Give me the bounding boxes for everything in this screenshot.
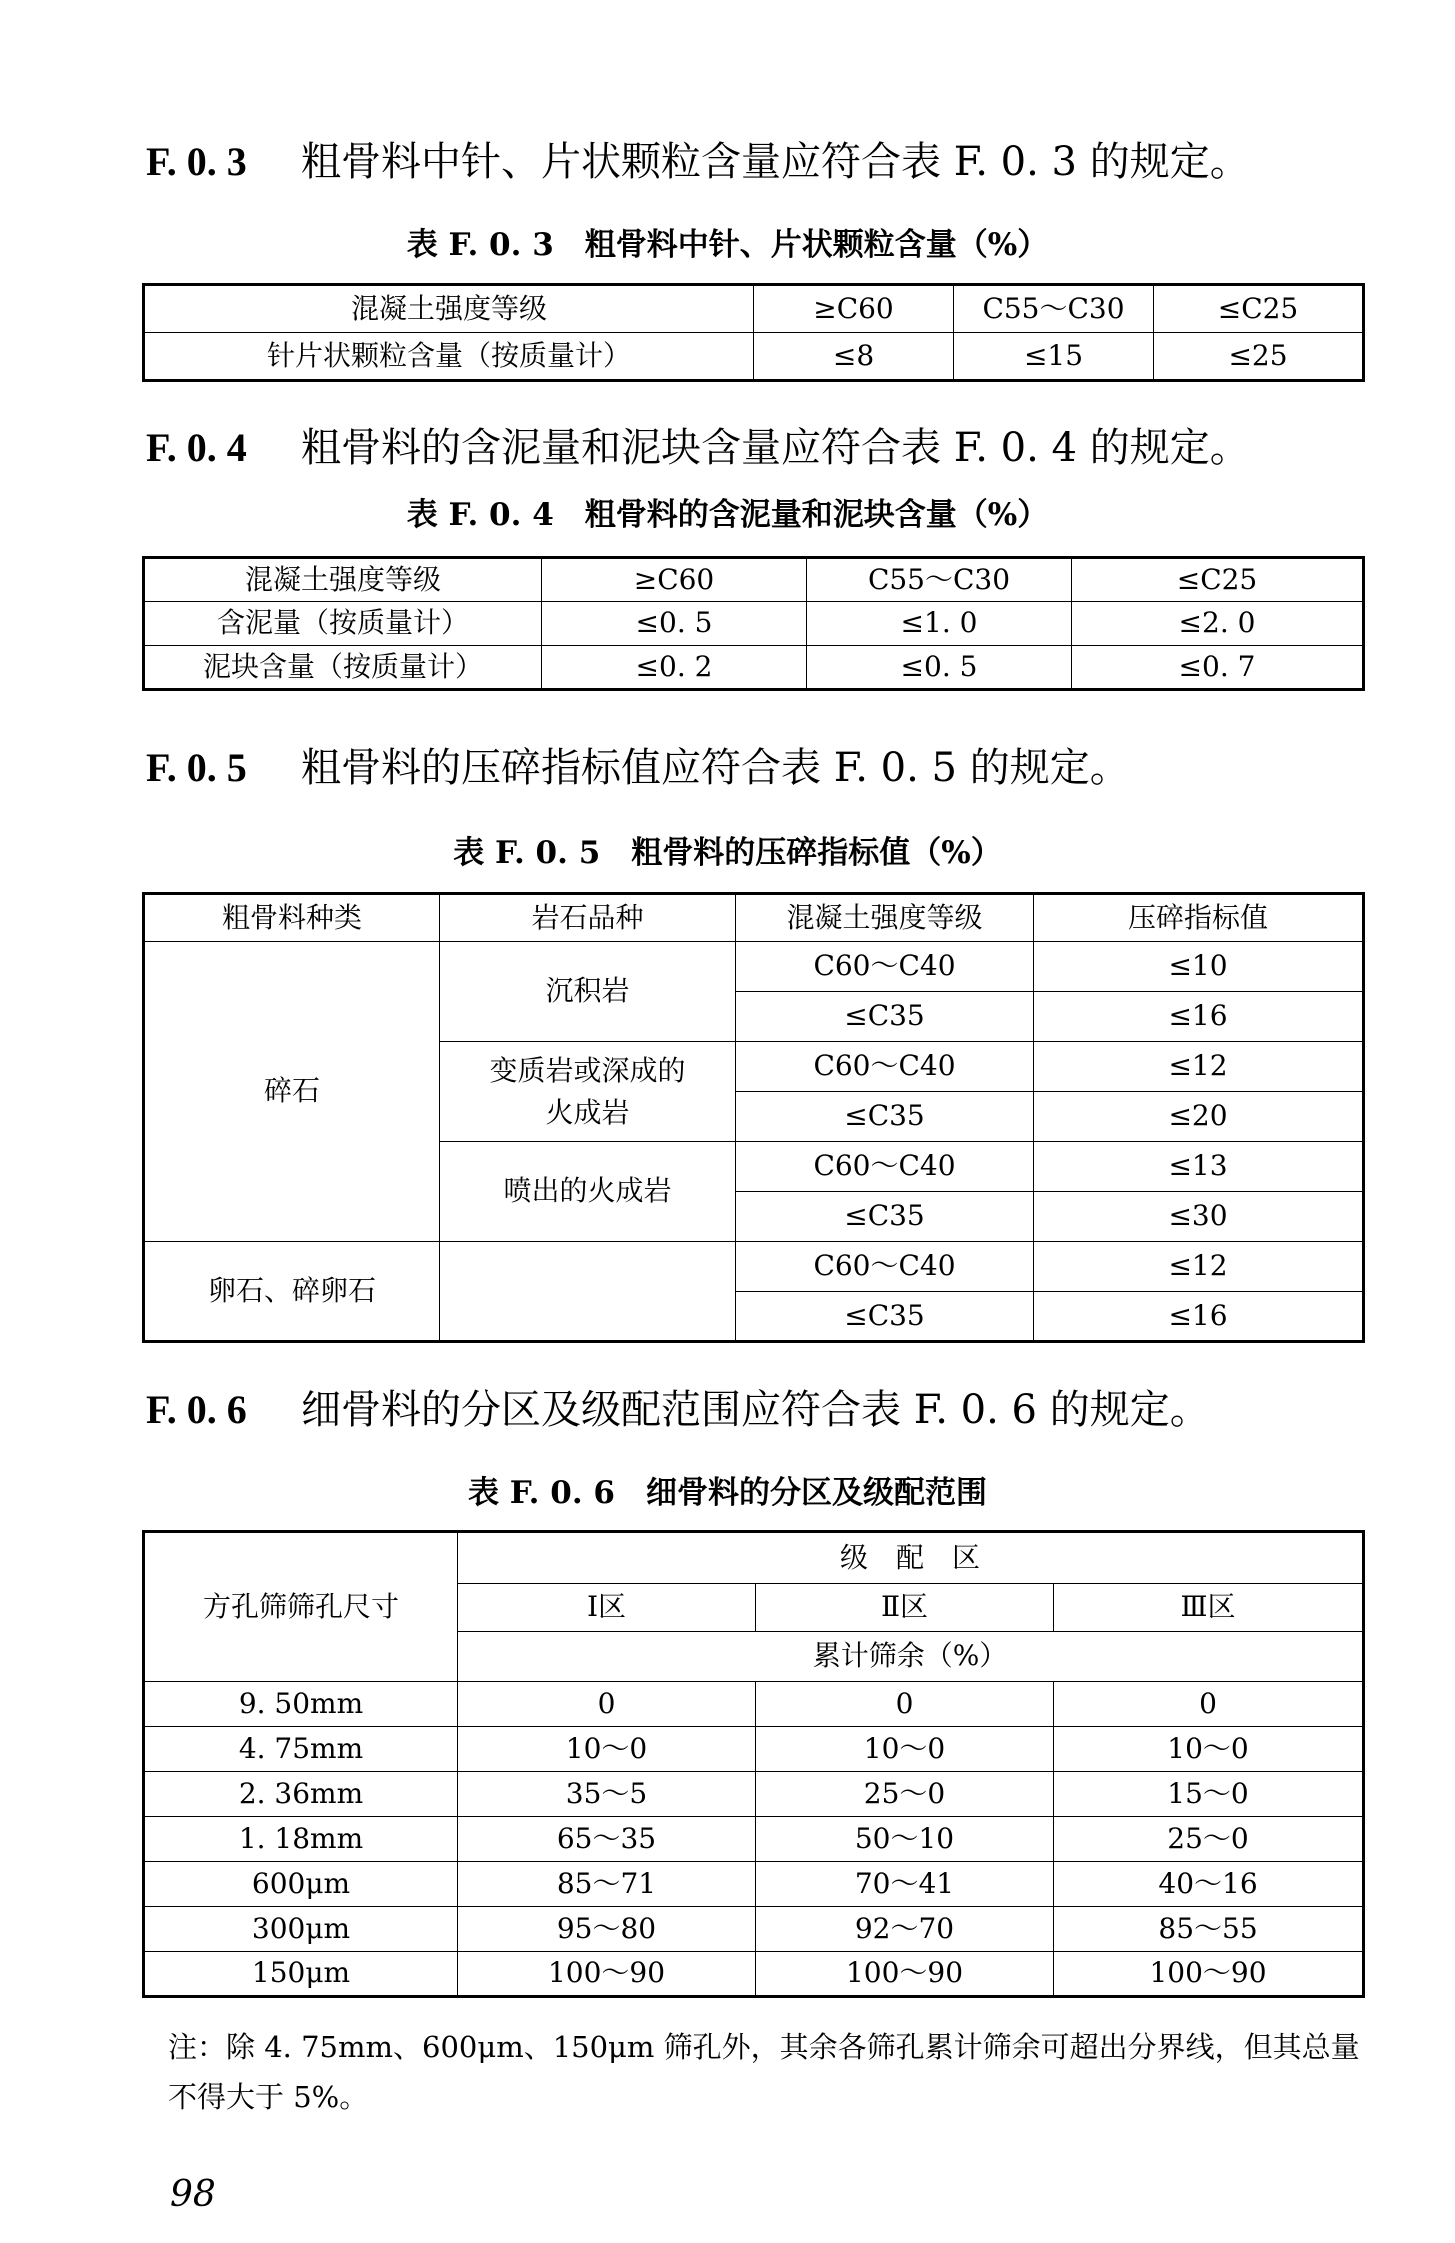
table-header-row bbox=[144, 1532, 1364, 1584]
table-cell: ≤0. 2 bbox=[542, 646, 807, 690]
table-cell: ≤12 bbox=[1034, 1042, 1364, 1092]
table-cell: ≤C35 bbox=[736, 992, 1034, 1042]
table-caption-f06: 表 F. 0. 6 细骨料的分区及级配范围 bbox=[468, 1475, 987, 1511]
table-row bbox=[144, 1907, 1364, 1952]
clause-f06 bbox=[146, 1387, 1210, 1433]
table-cell: 4. 75mm bbox=[144, 1727, 458, 1772]
zone-header: Ⅱ区 bbox=[756, 1584, 1054, 1632]
table-caption-f04: 表 F. 0. 4 粗骨料的含泥量和泥块含量（%） bbox=[406, 497, 1049, 533]
clause-number: F. 0. 6 bbox=[146, 1387, 247, 1432]
category-cell: 卵石、碎卵石 bbox=[144, 1242, 440, 1342]
table-f06 bbox=[142, 1530, 1365, 1998]
table-cell: ≤0. 5 bbox=[807, 646, 1072, 690]
clause-number: F. 0. 5 bbox=[146, 745, 247, 790]
table-row bbox=[144, 646, 1364, 690]
rock-type-cell: 变质岩或深成的火成岩 bbox=[440, 1042, 736, 1142]
page-number: 98 bbox=[170, 2174, 216, 2215]
table-cell: C60～C40 bbox=[736, 1142, 1034, 1192]
clause-text: 细骨料的分区及级配范围应符合表 F. 0. 6 的规定。 bbox=[301, 1387, 1210, 1433]
rock-type-cell: 沉积岩 bbox=[440, 942, 736, 1042]
table-note: 注：除 4. 75mm、600μm、150μm 筛孔外，其余各筛孔累计筛余可超出分界线，但其总量不得大于 5%。 bbox=[168, 2030, 1360, 2114]
table-cell: C60～C40 bbox=[736, 1042, 1034, 1092]
table-cell: C60～C40 bbox=[736, 942, 1034, 992]
table-cell: ≤0. 7 bbox=[1072, 646, 1364, 690]
table-cell: 含泥量（按质量计） bbox=[144, 602, 542, 646]
table-row bbox=[144, 942, 1364, 992]
clause-text: 粗骨料的含泥量和泥块含量应符合表 F. 0. 4 的规定。 bbox=[301, 425, 1250, 471]
table-row bbox=[144, 558, 1364, 602]
table-row bbox=[144, 1862, 1364, 1907]
table-cell: 15～0 bbox=[1054, 1772, 1364, 1817]
table-row bbox=[144, 1242, 1364, 1292]
table-cell: ≤13 bbox=[1034, 1142, 1364, 1192]
clause-f05 bbox=[146, 745, 1130, 791]
table-cell: ≤30 bbox=[1034, 1192, 1364, 1242]
table-cell: 0 bbox=[756, 1682, 1054, 1727]
table-cell: 泥块含量（按质量计） bbox=[144, 646, 542, 690]
table-cell: ≤12 bbox=[1034, 1242, 1364, 1292]
clause-number: F. 0. 3 bbox=[146, 139, 247, 184]
table-f04 bbox=[142, 556, 1365, 691]
clause-number: F. 0. 4 bbox=[146, 425, 247, 470]
table-cell: ≤C25 bbox=[1072, 558, 1364, 602]
category-cell: 碎石 bbox=[144, 942, 440, 1242]
column-header: 粗骨料种类 bbox=[144, 894, 440, 942]
table-header-row bbox=[144, 894, 1364, 942]
zone-header: Ⅰ区 bbox=[458, 1584, 756, 1632]
table-cell: ≤C25 bbox=[1154, 285, 1364, 333]
table-cell: ≥C60 bbox=[542, 558, 807, 602]
sieve-size-header: 方孔筛筛孔尺寸 bbox=[144, 1532, 458, 1682]
table-cell: 混凝土强度等级 bbox=[144, 285, 754, 333]
table-cell: C55～C30 bbox=[954, 285, 1154, 333]
grading-zone-header: 级 配 区 bbox=[458, 1532, 1364, 1584]
table-cell: 针片状颗粒含量（按质量计） bbox=[144, 333, 754, 381]
clause-f04 bbox=[146, 425, 1250, 471]
column-header: 混凝土强度等级 bbox=[736, 894, 1034, 942]
table-cell: ≤1. 0 bbox=[807, 602, 1072, 646]
table-cell: 25～0 bbox=[1054, 1817, 1364, 1862]
table-cell: 混凝土强度等级 bbox=[144, 558, 542, 602]
table-row bbox=[144, 1952, 1364, 1997]
table-row bbox=[144, 1727, 1364, 1772]
table-cell: 10～0 bbox=[1054, 1727, 1364, 1772]
column-header: 岩石品种 bbox=[440, 894, 736, 942]
table-cell: 0 bbox=[458, 1682, 756, 1727]
table-cell: 9. 50mm bbox=[144, 1682, 458, 1727]
table-f05 bbox=[142, 892, 1365, 1343]
table-cell: ≤20 bbox=[1034, 1092, 1364, 1142]
table-cell: 95～80 bbox=[458, 1907, 756, 1952]
table-cell: 100～90 bbox=[458, 1952, 756, 1997]
table-cell: 0 bbox=[1054, 1682, 1364, 1727]
table-cell: 25～0 bbox=[756, 1772, 1054, 1817]
table-cell: ≤C35 bbox=[736, 1192, 1034, 1242]
table-cell: ≤15 bbox=[954, 333, 1154, 381]
table-row bbox=[144, 1817, 1364, 1862]
table-cell: 100～90 bbox=[1054, 1952, 1364, 1997]
table-row bbox=[144, 1772, 1364, 1817]
table-cell: 300μm bbox=[144, 1907, 458, 1952]
table-cell: ≤16 bbox=[1034, 1292, 1364, 1342]
table-cell: 70～41 bbox=[756, 1862, 1054, 1907]
table-row bbox=[144, 1682, 1364, 1727]
table-caption-f05: 表 F. 0. 5 粗骨料的压碎指标值（%） bbox=[453, 835, 1002, 871]
table-cell: 10～0 bbox=[458, 1727, 756, 1772]
table-cell: ≤2. 0 bbox=[1072, 602, 1364, 646]
table-cell: 50～10 bbox=[756, 1817, 1054, 1862]
clause-text: 粗骨料的压碎指标值应符合表 F. 0. 5 的规定。 bbox=[301, 745, 1130, 791]
table-cell: 40～16 bbox=[1054, 1862, 1364, 1907]
table-cell: ≤C35 bbox=[736, 1292, 1034, 1342]
table-row bbox=[144, 285, 1364, 333]
table-cell: 85～71 bbox=[458, 1862, 756, 1907]
table-cell: ≤25 bbox=[1154, 333, 1364, 381]
table-cell: 35～5 bbox=[458, 1772, 756, 1817]
table-caption-f03: 表 F. 0. 3 粗骨料中针、片状颗粒含量（%） bbox=[406, 227, 1049, 263]
table-cell: ≤16 bbox=[1034, 992, 1364, 1042]
table-cell: C55～C30 bbox=[807, 558, 1072, 602]
rock-type-cell: 喷出的火成岩 bbox=[440, 1142, 736, 1242]
table-cell: C60～C40 bbox=[736, 1242, 1034, 1292]
table-cell: 100～90 bbox=[756, 1952, 1054, 1997]
table-cell: ≤10 bbox=[1034, 942, 1364, 992]
table-cell: ≤0. 5 bbox=[542, 602, 807, 646]
table-cell: 600μm bbox=[144, 1862, 458, 1907]
empty-cell bbox=[440, 1242, 736, 1342]
table-row bbox=[144, 602, 1364, 646]
table-cell: 2. 36mm bbox=[144, 1772, 458, 1817]
clause-text: 粗骨料中针、片状颗粒含量应符合表 F. 0. 3 的规定。 bbox=[301, 139, 1250, 185]
table-cell: 65～35 bbox=[458, 1817, 756, 1862]
table-cell: 10～0 bbox=[756, 1727, 1054, 1772]
table-cell: ≤C35 bbox=[736, 1092, 1034, 1142]
table-cell: 85～55 bbox=[1054, 1907, 1364, 1952]
table-cell: 1. 18mm bbox=[144, 1817, 458, 1862]
cumulative-retained-header: 累计筛余（%） bbox=[458, 1632, 1364, 1682]
table-cell: ≤8 bbox=[754, 333, 954, 381]
zone-header: Ⅲ区 bbox=[1054, 1584, 1364, 1632]
table-row bbox=[144, 333, 1364, 381]
column-header: 压碎指标值 bbox=[1034, 894, 1364, 942]
table-cell: ≥C60 bbox=[754, 285, 954, 333]
table-cell: 150μm bbox=[144, 1952, 458, 1997]
table-f03 bbox=[142, 283, 1365, 382]
table-cell: 92～70 bbox=[756, 1907, 1054, 1952]
clause-f03 bbox=[146, 139, 1250, 185]
